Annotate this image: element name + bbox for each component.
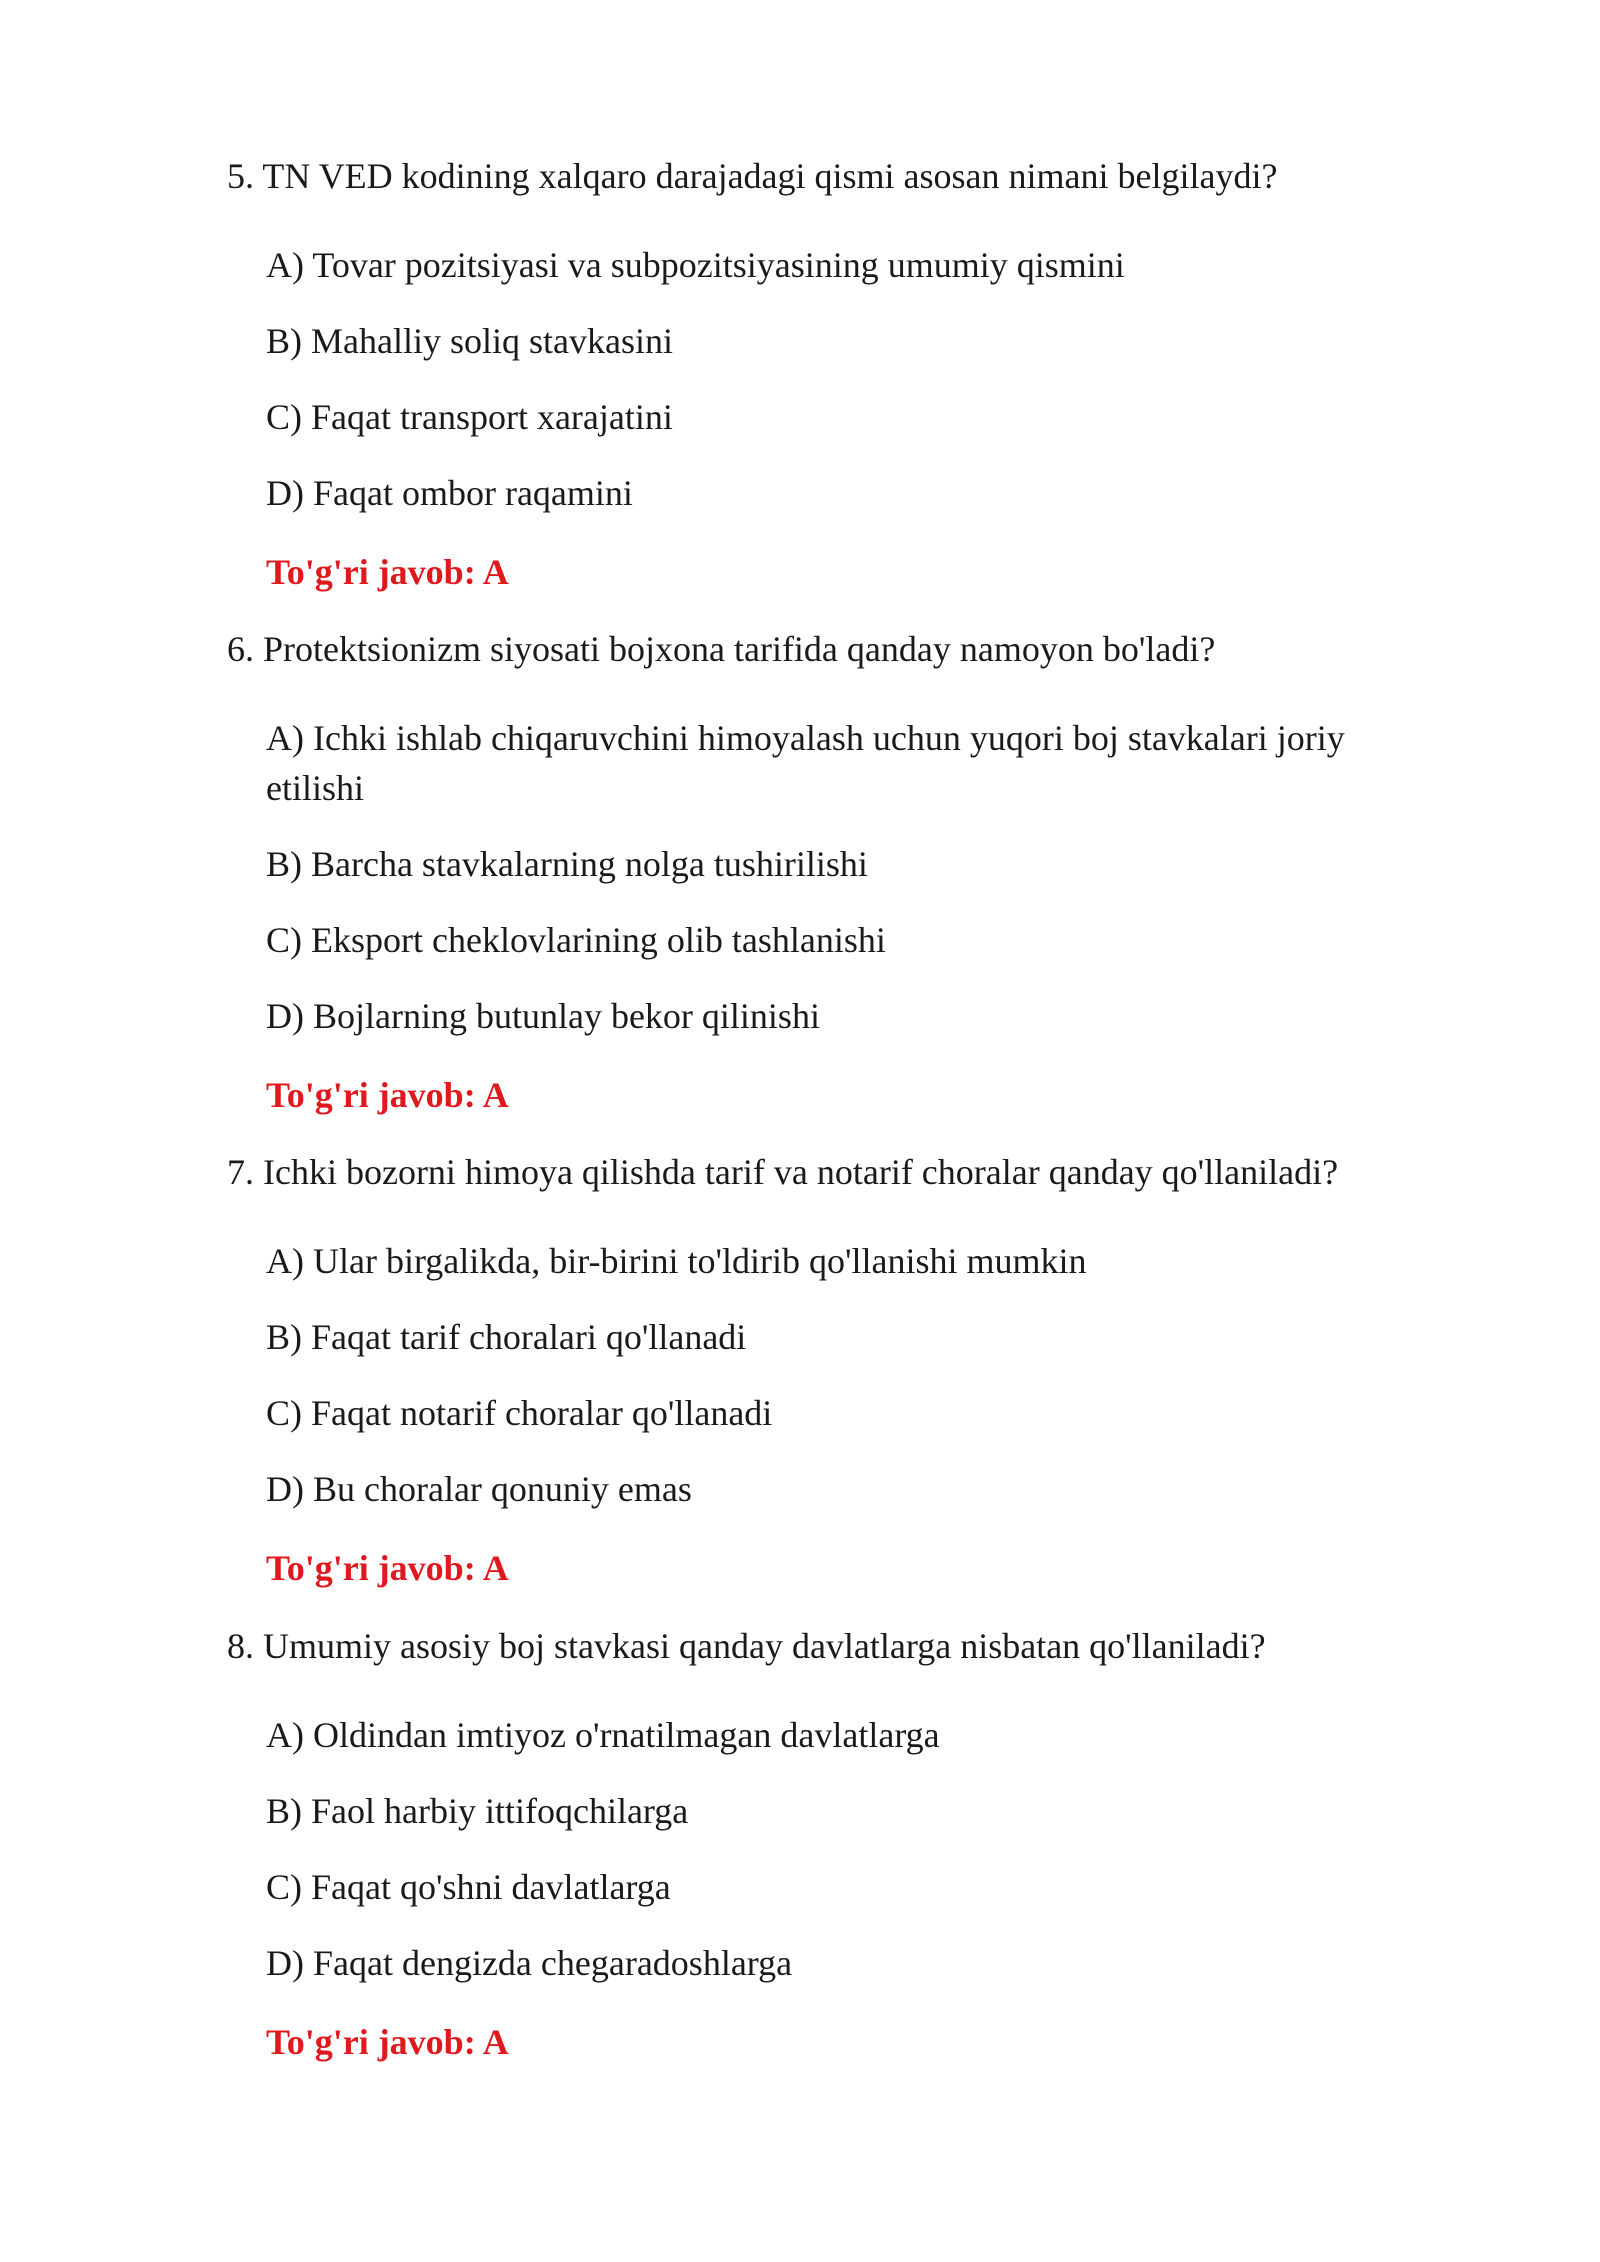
correct-answer: To'g'ri javob: A bbox=[266, 1548, 509, 1588]
correct-answer: To'g'ri javob: A bbox=[266, 2022, 509, 2062]
question-text: 5. TN VED kodining xalqaro darajadagi qismi asosan nimani belgilaydi? bbox=[227, 156, 1278, 196]
option-c: C) Faqat qo'shni davlatlarga bbox=[266, 1867, 671, 1907]
option-b: B) Mahalliy soliq stavkasini bbox=[266, 321, 673, 361]
option-d: D) Bojlarning butunlay bekor qilinishi bbox=[266, 996, 820, 1036]
option-c: C) Faqat transport xarajatini bbox=[266, 397, 673, 437]
option-d: D) Bu choralar qonuniy emas bbox=[266, 1469, 692, 1509]
question-text: 6. Protektsionizm siyosati bojxona tarifida qanday namoyon bo'ladi? bbox=[227, 629, 1216, 669]
option-b: B) Faqat tarif choralari qo'llanadi bbox=[266, 1317, 747, 1357]
option-c: C) Eksport cheklovlarining olib tashlanishi bbox=[266, 920, 886, 960]
correct-answer: To'g'ri javob: A bbox=[266, 1075, 509, 1115]
question-text: 7. Ichki bozorni himoya qilishda tarif va notarif choralar qanday qo'llaniladi? bbox=[227, 1152, 1339, 1192]
option-b: B) Faol harbiy ittifoqchilarga bbox=[266, 1791, 689, 1831]
option-a: A) Tovar pozitsiyasi va subpozitsiyasining umumiy qismini bbox=[266, 245, 1125, 285]
option-d: D) Faqat dengizda chegaradoshlarga bbox=[266, 1943, 793, 1983]
option-a: A) Ular birgalikda, bir-birini to'ldirib qo'llanishi mumkin bbox=[266, 1241, 1087, 1281]
option-a: A) Oldindan imtiyoz o'rnatilmagan davlatlarga bbox=[266, 1715, 940, 1755]
option-a: A) Ichki ishlab chiqaruvchini himoyalash uchun yuqori boj stavkalari joriy etilishi bbox=[266, 718, 1345, 808]
question-text: 8. Umumiy asosiy boj stavkasi qanday davlatlarga nisbatan qo'llaniladi? bbox=[227, 1626, 1266, 1666]
correct-answer: To'g'ri javob: A bbox=[266, 552, 509, 592]
option-b: B) Barcha stavkalarning nolga tushirilishi bbox=[266, 844, 868, 884]
option-d: D) Faqat ombor raqamini bbox=[266, 473, 633, 513]
option-c: C) Faqat notarif choralar qo'llanadi bbox=[266, 1393, 773, 1433]
